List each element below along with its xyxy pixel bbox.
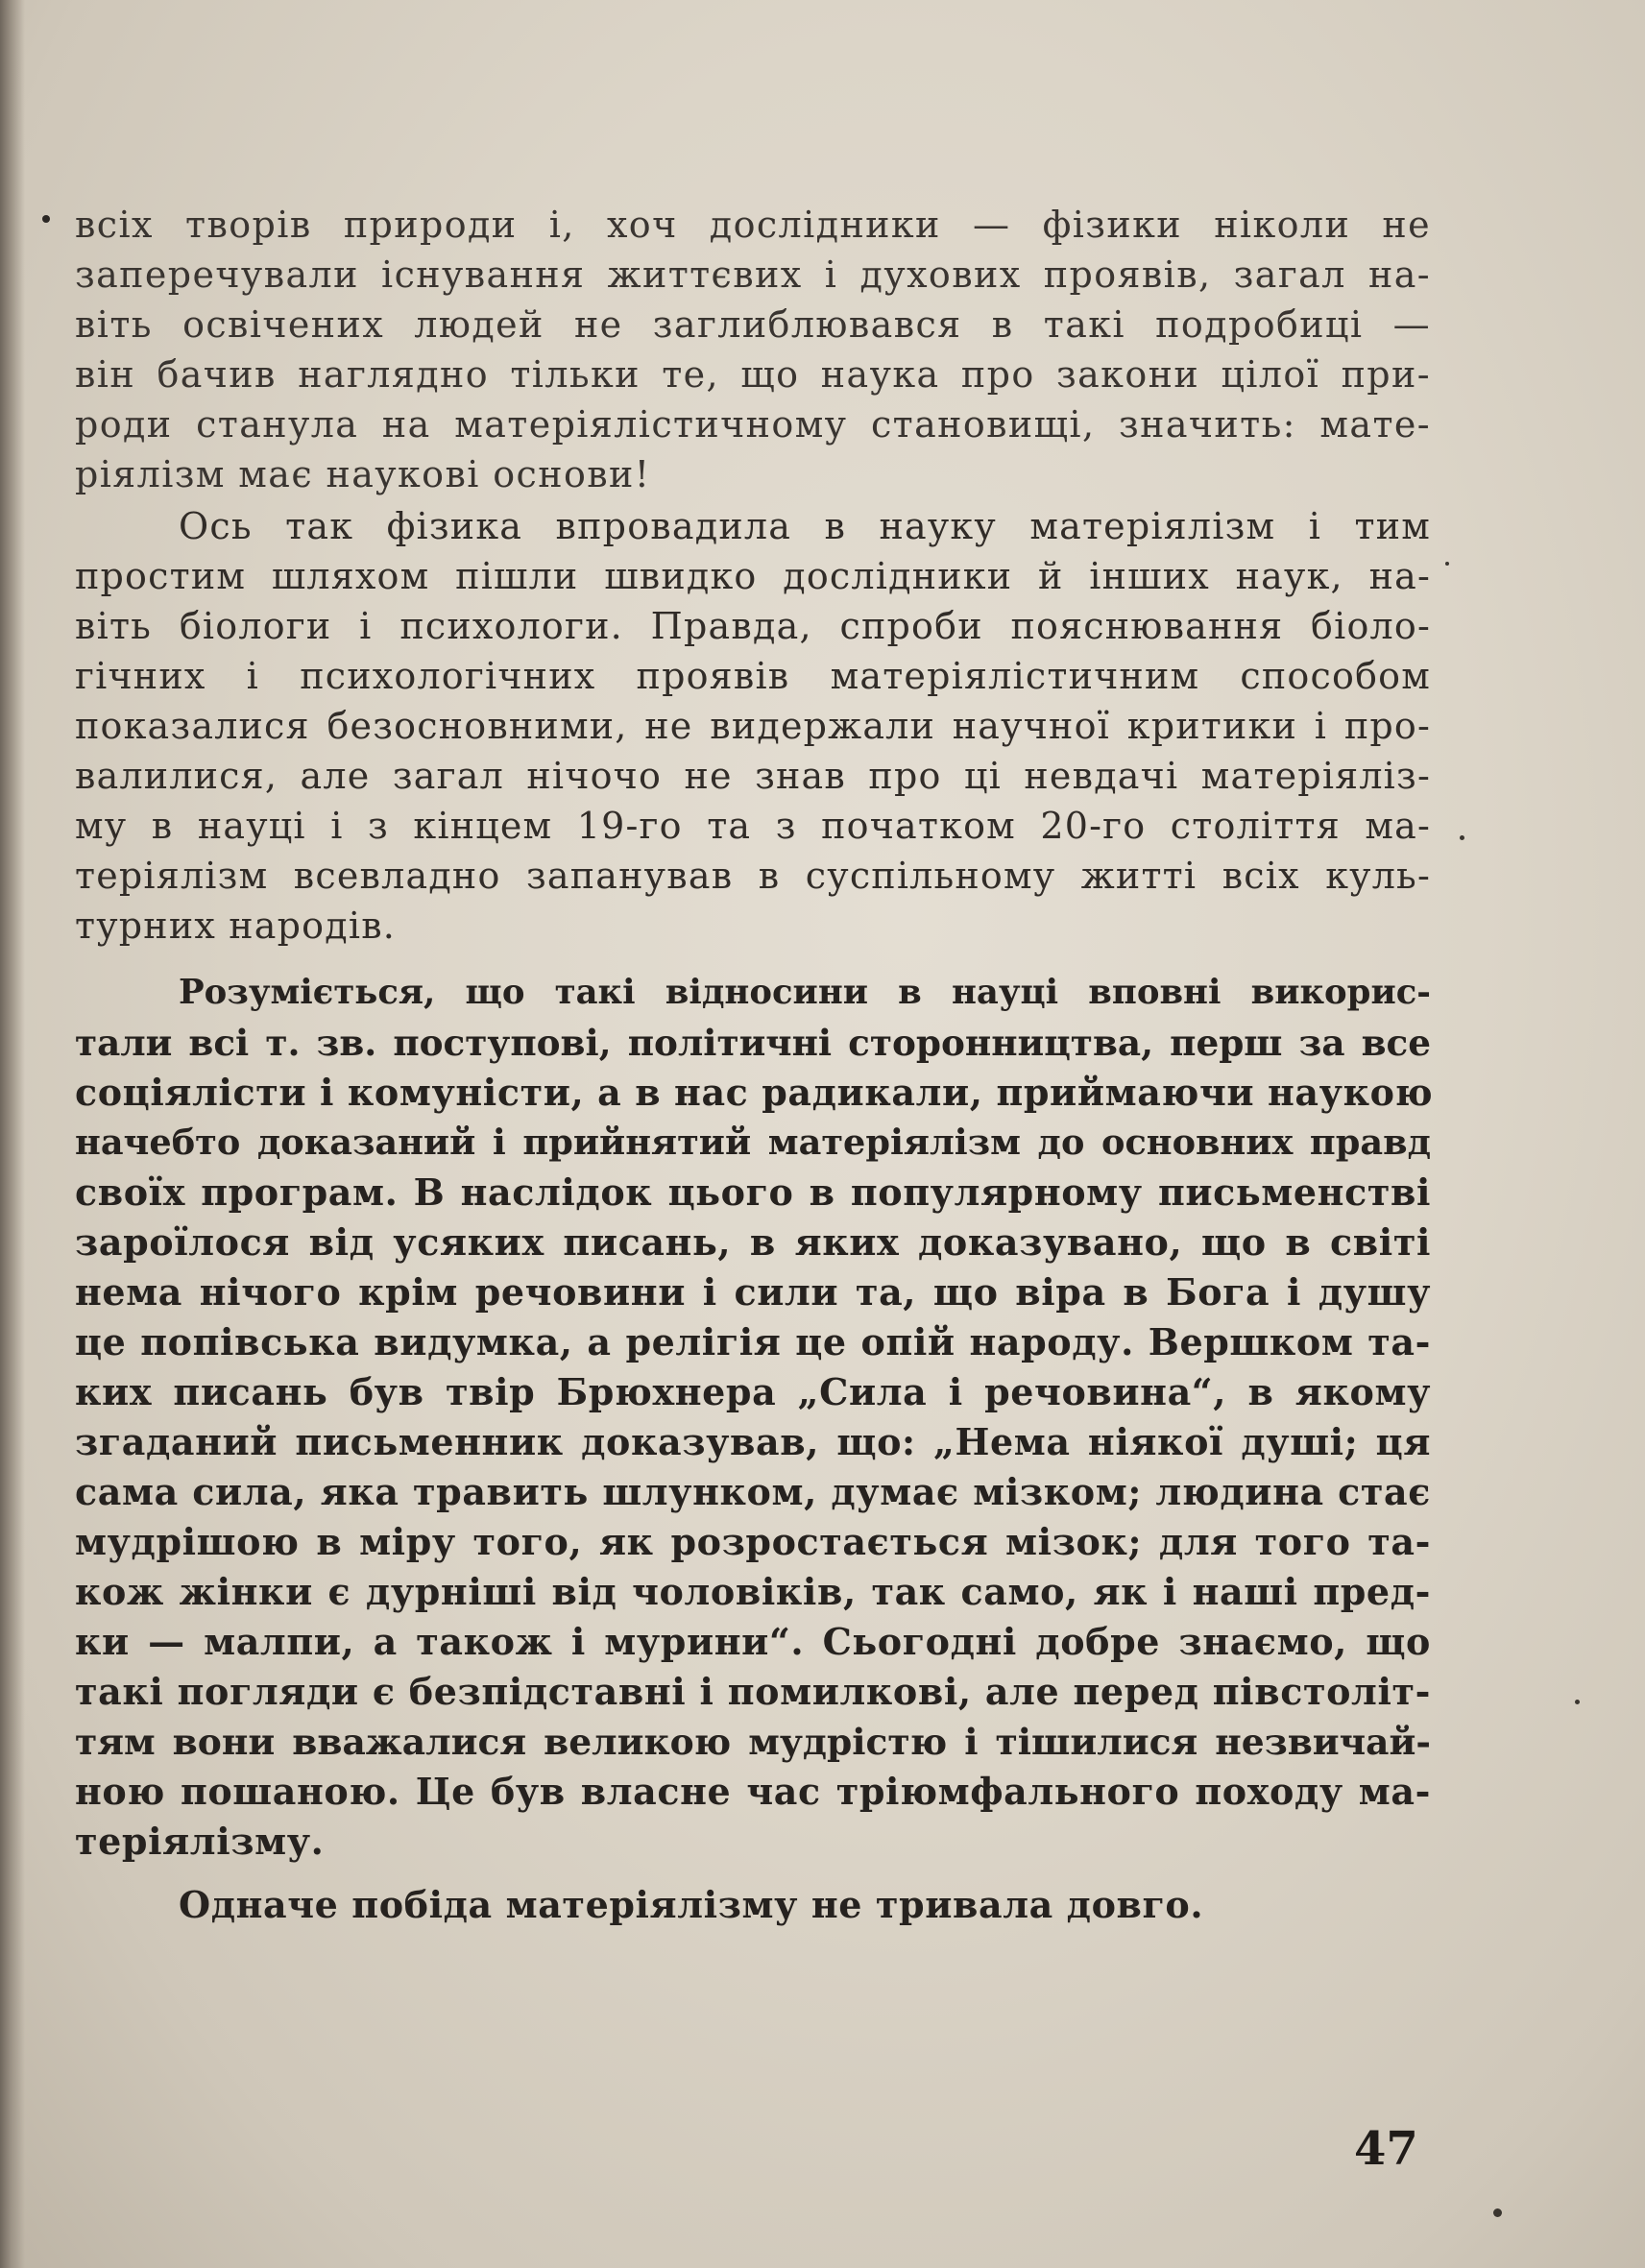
paragraph-1 bbox=[75, 200, 1431, 499]
text-line: тали всі т. зв. поступові, політичні сторонництва, перш за все bbox=[75, 1022, 1431, 1064]
text-line: це попівська видумка, а релігія це опій народу. Вершком та- bbox=[75, 1320, 1431, 1363]
text-line: нема нічого крім речовини і сили та, що віра в Бога і душу bbox=[75, 1270, 1431, 1314]
paragraph-3 bbox=[75, 968, 1434, 1867]
text-line: ною пошаною. Це був власне час тріюмфального походу ма- bbox=[75, 1770, 1431, 1813]
text-line: він бачив наглядно тільки те, що наука про закони цілої при- bbox=[75, 353, 1431, 396]
text-line: му в науці і з кінцем 19-го та з початком 20-го століття ма- bbox=[75, 805, 1431, 847]
text-line: ки — малпи, а також і мурини“. Сьогодні добре знаємо, що bbox=[75, 1620, 1431, 1663]
print-speck-mark bbox=[1575, 1700, 1580, 1704]
text-line: теріялізму. bbox=[75, 1820, 325, 1863]
text-line: простим шляхом пішли швидко дослідники й інших наук, на- bbox=[75, 555, 1431, 597]
text-line: Ось так фізика впровадила в науку матеріялізм і тим bbox=[179, 505, 1431, 547]
text-line: тям вони вважалися великою мудрістю і тішилися незвичай- bbox=[75, 1721, 1431, 1763]
text-line: начебто доказаний і прийнятий матеріялізм до основних правд bbox=[75, 1122, 1431, 1163]
text-line: показалися безосновними, не видержали научної критики і про- bbox=[75, 705, 1431, 747]
text-line: Розуміється, що такі відносини в науці вповні викорис- bbox=[179, 973, 1431, 1012]
text-line: теріялізм всевладно запанував в суспільному житті всіх куль- bbox=[75, 855, 1431, 897]
print-speck-mark bbox=[42, 215, 50, 223]
text-line: роди станула на матеріялістичному становищі, значить: мате- bbox=[75, 403, 1431, 446]
print-speck-mark bbox=[1460, 835, 1464, 840]
text-line: гічних і психологічних проявів матеріялістичним способом bbox=[75, 655, 1431, 697]
binding-shadow bbox=[0, 0, 25, 2268]
print-speck-mark bbox=[1493, 2208, 1502, 2217]
text-line: ріялізм має наукові основи! bbox=[75, 453, 651, 495]
text-line: заперечували існування життєвих і духових проявів, загал на- bbox=[75, 253, 1431, 296]
text-line: такі погляди є безпідставні і помилкові, але перед півстоліт- bbox=[75, 1670, 1431, 1713]
text-line: віть біологи і психологи. Правда, спроби пояснювання біоло- bbox=[75, 605, 1431, 647]
text-line: соціялісти і комуністи, а в нас радикали, приймаючи наукою bbox=[75, 1071, 1434, 1114]
text-line: кож жінки є дурніші від чоловіків, так само, як і наші пред- bbox=[75, 1570, 1431, 1613]
text-line: ких писань був твір Брюхнера „Сила і речовина“, в якому bbox=[75, 1370, 1431, 1413]
text-line: валилися, але загал нічочо не знав про ці невдачі матеріялiз- bbox=[75, 755, 1431, 797]
body-text bbox=[75, 200, 1434, 1930]
text-line: своїх програм. В наслідок цього в популярному письменстві bbox=[75, 1170, 1431, 1214]
text-line: сама сила, яка травить шлунком, думає мізком; людина стає bbox=[75, 1470, 1431, 1513]
text-line: мудрішою в міру того, як розростається мізок; для того та- bbox=[75, 1520, 1431, 1563]
print-speck-mark bbox=[1445, 562, 1449, 566]
page-number: 47 bbox=[1354, 2122, 1418, 2176]
text-line: віть освічених людей не заглиблювався в такі подробиці — bbox=[75, 303, 1431, 346]
text-line: зароїлося від усяких писань, в яких доказувано, що в світі bbox=[75, 1220, 1431, 1264]
text-line: Одначе побіда матеріялізму не тривала довго. bbox=[179, 1883, 1204, 1926]
text-line: всіх творів природи і, хоч дослідники — фізики ніколи не bbox=[75, 204, 1431, 246]
paragraph-4 bbox=[75, 1880, 1431, 1930]
paragraph-2 bbox=[75, 501, 1431, 951]
text-line: турних народів. bbox=[75, 905, 397, 947]
text-line: згаданий письменник доказував, що: „Нема ніякої душі; ця bbox=[75, 1420, 1431, 1463]
